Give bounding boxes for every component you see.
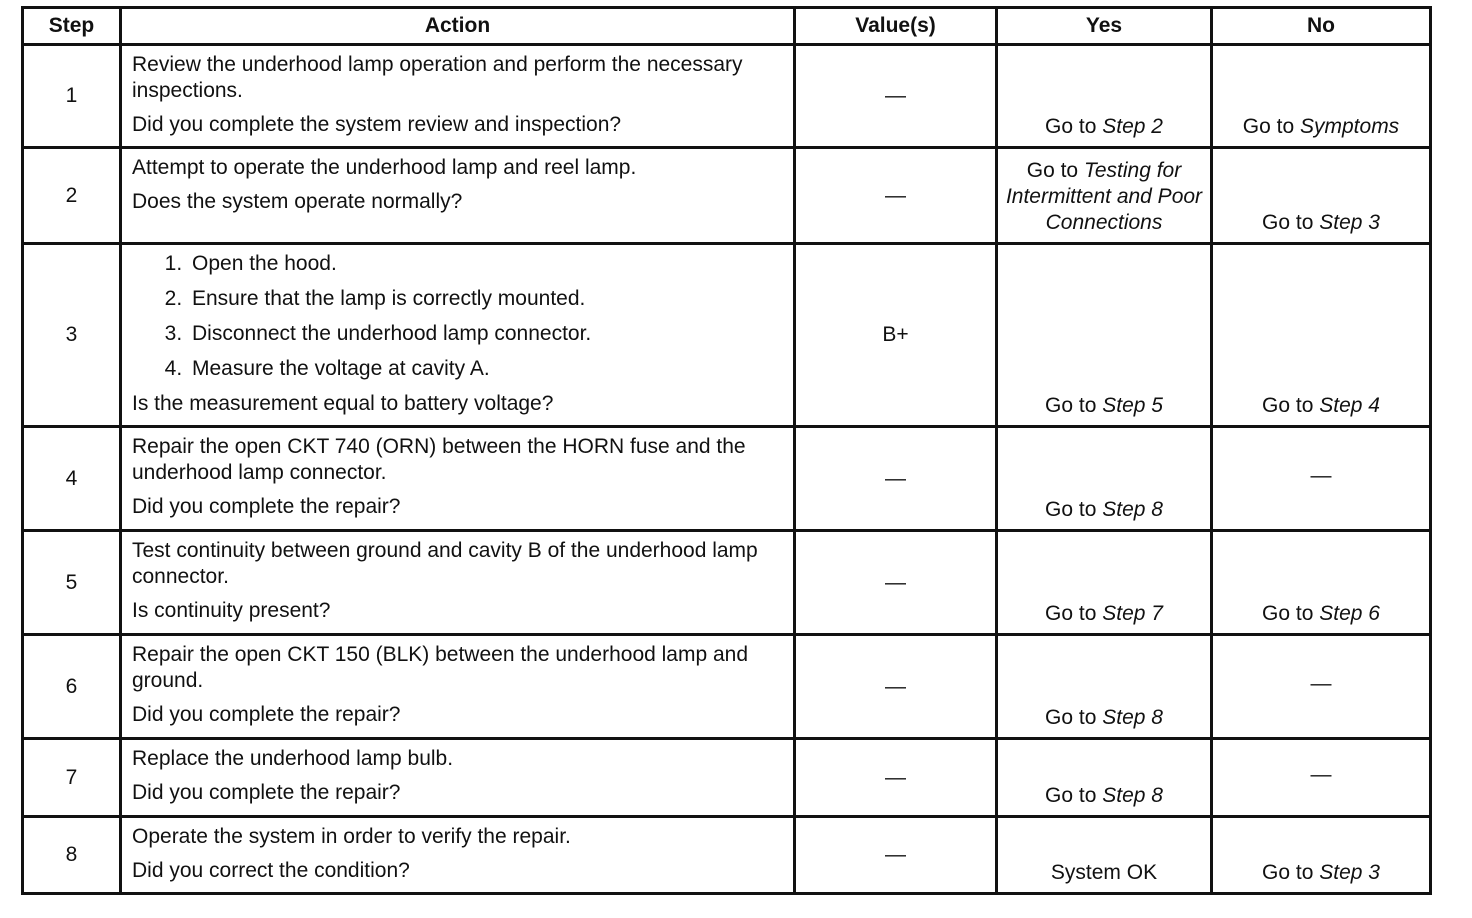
no-cell: —	[1212, 427, 1431, 531]
yes-link[interactable]: Step 8	[1102, 784, 1163, 807]
table-row	[23, 148, 1431, 244]
action-cell	[121, 148, 795, 244]
no-prefix: Go to	[1262, 602, 1320, 625]
action-question: Is the measurement equal to battery voltage?	[132, 392, 554, 415]
step-number: 2	[23, 148, 121, 244]
substep-item: 1. Open the hood.	[188, 251, 783, 277]
action-question: Did you complete the system review and inspection?	[132, 113, 622, 136]
yes-prefix: Go to	[1045, 706, 1103, 729]
action-cell	[121, 739, 795, 817]
value-cell: B+	[795, 244, 997, 427]
action-question: Did you complete the repair?	[132, 781, 401, 804]
no-link[interactable]: Step 4	[1319, 394, 1380, 417]
yes-link[interactable]: Step 7	[1102, 602, 1163, 625]
action-statement: Operate the system in order to verify the repair.	[132, 825, 571, 848]
no-prefix: Go to	[1262, 211, 1320, 234]
table-row	[23, 635, 1431, 739]
yes-prefix: Go to	[1026, 159, 1084, 182]
action-statement: Attempt to operate the underhood lamp and reel lamp.	[132, 156, 637, 179]
no-cell	[1212, 244, 1431, 427]
no-prefix: Go to	[1242, 115, 1300, 138]
table-row	[23, 244, 1431, 427]
value-cell: —	[795, 635, 997, 739]
action-cell	[121, 817, 795, 894]
yes-link[interactable]: Step 8	[1102, 498, 1163, 521]
yes-prefix: Go to	[1045, 784, 1103, 807]
action-question: Did you complete the repair?	[132, 703, 401, 726]
header-no: No	[1212, 8, 1431, 45]
action-cell	[121, 45, 795, 148]
table-row	[23, 45, 1431, 148]
substep-item: 2. Ensure that the lamp is correctly mounted.	[188, 286, 783, 312]
no-prefix: Go to	[1262, 394, 1320, 417]
action-statement: Repair the open CKT 740 (ORN) between the HORN fuse and the underhood lamp connector.	[132, 435, 746, 484]
table-row	[23, 427, 1431, 531]
action-cell	[121, 427, 795, 531]
action-question: Does the system operate normally?	[132, 190, 463, 213]
step-number: 8	[23, 817, 121, 894]
yes-prefix: Go to	[1045, 602, 1103, 625]
yes-link[interactable]: Step 8	[1102, 706, 1163, 729]
no-link[interactable]: Step 3	[1319, 861, 1380, 884]
step-number: 1	[23, 45, 121, 148]
table-row	[23, 739, 1431, 817]
action-statement: Repair the open CKT 150 (BLK) between the underhood lamp and ground.	[132, 643, 749, 692]
action-question: Did you complete the repair?	[132, 495, 401, 518]
header-values: Value(s)	[795, 8, 997, 45]
substep-item: 4. Measure the voltage at cavity A.	[188, 356, 783, 382]
no-cell	[1212, 531, 1431, 635]
table-row	[23, 817, 1431, 894]
step-number: 6	[23, 635, 121, 739]
step-number: 4	[23, 427, 121, 531]
header-row	[23, 8, 1431, 45]
yes-cell	[997, 531, 1212, 635]
no-cell: —	[1212, 635, 1431, 739]
yes-prefix: Go to	[1045, 394, 1103, 417]
value-cell: —	[795, 427, 997, 531]
value-cell: —	[795, 817, 997, 894]
action-cell	[121, 244, 795, 427]
action-statement: Test continuity between ground and cavity B of the underhood lamp connector.	[132, 539, 758, 588]
value-cell: —	[795, 45, 997, 148]
yes-cell	[997, 427, 1212, 531]
substep-list	[132, 251, 783, 382]
yes-cell: System OK	[997, 817, 1212, 894]
yes-cell	[997, 739, 1212, 817]
value-cell: —	[795, 531, 997, 635]
header-action: Action	[121, 8, 795, 45]
action-question: Did you correct the condition?	[132, 859, 410, 882]
action-statement: Review the underhood lamp operation and perform the necessary inspections.	[132, 53, 743, 102]
header-step: Step	[23, 8, 121, 45]
substep-item: 3. Disconnect the underhood lamp connector.	[188, 321, 783, 347]
header-yes: Yes	[997, 8, 1212, 45]
diagnostic-table	[21, 6, 1432, 895]
value-cell: —	[795, 739, 997, 817]
no-cell	[1212, 148, 1431, 244]
yes-cell	[997, 635, 1212, 739]
yes-prefix: Go to	[1045, 498, 1103, 521]
no-link[interactable]: Step 3	[1319, 211, 1380, 234]
yes-cell	[997, 45, 1212, 148]
no-link[interactable]: Step 6	[1319, 602, 1380, 625]
no-cell: —	[1212, 739, 1431, 817]
yes-cell	[997, 244, 1212, 427]
no-cell	[1212, 45, 1431, 148]
no-prefix: Go to	[1262, 861, 1320, 884]
no-cell	[1212, 817, 1431, 894]
step-number: 5	[23, 531, 121, 635]
yes-cell	[997, 148, 1212, 244]
action-cell	[121, 635, 795, 739]
action-statement: Replace the underhood lamp bulb.	[132, 747, 454, 770]
step-number: 3	[23, 244, 121, 427]
step-number: 7	[23, 739, 121, 817]
yes-prefix: Go to	[1045, 115, 1103, 138]
table-row	[23, 531, 1431, 635]
yes-link[interactable]: Step 5	[1102, 394, 1163, 417]
action-cell	[121, 531, 795, 635]
value-cell: —	[795, 148, 997, 244]
no-link[interactable]: Symptoms	[1300, 115, 1400, 138]
action-question: Is continuity present?	[132, 599, 331, 622]
yes-link[interactable]: Testing for Intermittent and Poor Connections	[1005, 159, 1203, 234]
yes-link[interactable]: Step 2	[1102, 115, 1163, 138]
